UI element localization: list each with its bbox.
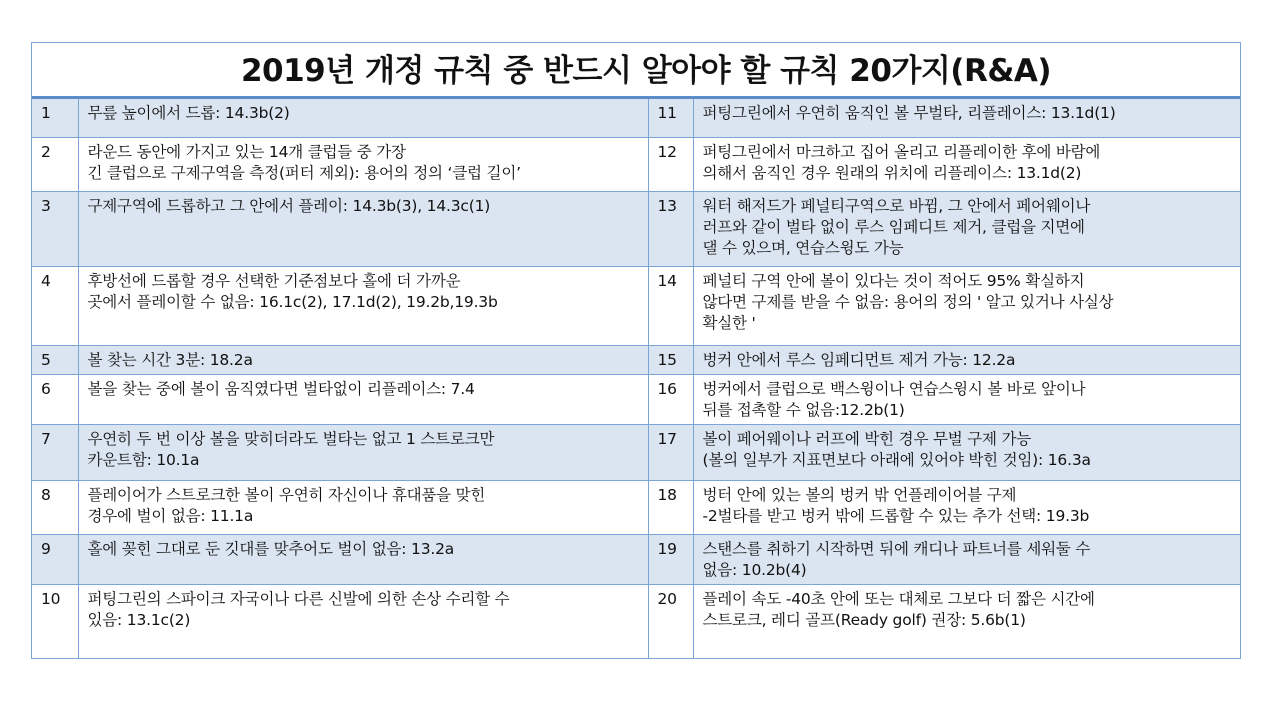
rule-number: 3 — [32, 191, 78, 266]
rule-number: 4 — [32, 266, 78, 345]
table-row — [32, 424, 1240, 480]
slide-frame — [31, 42, 1241, 659]
rule-text: 스탠스를 취하기 시작하면 뒤에 캐디나 파트너를 세워둘 수 없음: 10.2b(4) — [693, 534, 1240, 584]
rule-text: 후방선에 드롭할 경우 선택한 기준점보다 홀에 더 가까운 곳에서 플레이할 수 없음: 16.1c(2), 17.1d(2), 19.2b,19.3b — [78, 266, 648, 345]
rule-number: 7 — [32, 424, 78, 480]
rule-number: 11 — [648, 99, 693, 137]
table-row — [32, 480, 1240, 534]
rule-text: 벙커에서 클럽으로 백스윙이나 연습스윙시 볼 바로 앞이나 뒤를 접촉할 수 없음:12.2b(1) — [693, 374, 1240, 424]
rule-number: 10 — [32, 584, 78, 658]
rule-text: 플레이어가 스트로크한 볼이 우연히 자신이나 휴대품을 맞힌 경우에 벌이 없음: 11.1a — [78, 480, 648, 534]
rule-text: 우연히 두 번 이상 볼을 맞히더라도 벌타는 없고 1 스트로크만 카운트함: 10.1a — [78, 424, 648, 480]
rule-number: 6 — [32, 374, 78, 424]
rule-text: 퍼팅그린에서 마크하고 집어 올리고 리플레이한 후에 바람에 의해서 움직인 경우 원래의 위치에 리플레이스: 13.1d(2) — [693, 137, 1240, 191]
rule-number: 9 — [32, 534, 78, 584]
rule-number: 5 — [32, 345, 78, 374]
rule-number: 12 — [648, 137, 693, 191]
table-row — [32, 191, 1240, 266]
table-row — [32, 584, 1240, 658]
rule-text: 페널티 구역 안에 볼이 있다는 것이 적어도 95% 확실하지 않다면 구제를 받을 수 없음: 용어의 정의 ' 알고 있거나 사실상 확실한 ' — [693, 266, 1240, 345]
rule-text: 라운드 동안에 가지고 있는 14개 클럽들 중 가장 긴 클럽으로 구제구역을 측정(퍼터 제외): 용어의 정의 ‘클럽 길이’ — [78, 137, 648, 191]
rule-text: 볼 찾는 시간 3분: 18.2a — [78, 345, 648, 374]
slide-title: 2019년 개정 규칙 중 반드시 알아야 할 규칙 20가지(R&A) — [32, 43, 1240, 99]
rule-number: 20 — [648, 584, 693, 658]
rules-table — [32, 99, 1240, 659]
rule-number: 19 — [648, 534, 693, 584]
rule-text: 벙터 안에 있는 볼의 벙커 밖 언플레이어블 구제 -2벌타를 받고 벙커 밖에 드롭할 수 있는 추가 선택: 19.3b — [693, 480, 1240, 534]
rule-text: 무릎 높이에서 드롭: 14.3b(2) — [78, 99, 648, 137]
rule-text: 벙커 안에서 루스 임페디먼트 제거 가능: 12.2a — [693, 345, 1240, 374]
rule-number: 13 — [648, 191, 693, 266]
rule-text: 플레이 속도 -40초 안에 또는 대체로 그보다 더 짧은 시간에 스트로크, 레디 골프(Ready golf) 권장: 5.6b(1) — [693, 584, 1240, 658]
rule-text: 퍼팅그린에서 우연히 움직인 볼 무벌타, 리플레이스: 13.1d(1) — [693, 99, 1240, 137]
rule-number: 16 — [648, 374, 693, 424]
rule-text: 볼이 페어웨이나 러프에 박힌 경우 무벌 구제 가능 (볼의 일부가 지표면보다 아래에 있어야 박힌 것임): 16.3a — [693, 424, 1240, 480]
rule-number: 1 — [32, 99, 78, 137]
rule-number: 14 — [648, 266, 693, 345]
rule-number: 18 — [648, 480, 693, 534]
rule-text: 볼을 찾는 중에 볼이 움직였다면 벌타없이 리플레이스: 7.4 — [78, 374, 648, 424]
rule-number: 8 — [32, 480, 78, 534]
table-row — [32, 99, 1240, 137]
table-row — [32, 534, 1240, 584]
table-row — [32, 345, 1240, 374]
rule-text: 퍼팅그린의 스파이크 자국이나 다른 신발에 의한 손상 수리할 수 있음: 13.1c(2) — [78, 584, 648, 658]
table-row — [32, 374, 1240, 424]
table-row — [32, 266, 1240, 345]
rule-number: 15 — [648, 345, 693, 374]
rule-text: 홀에 꽂힌 그대로 둔 깃대를 맞추어도 벌이 없음: 13.2a — [78, 534, 648, 584]
rule-number: 2 — [32, 137, 78, 191]
table-row — [32, 137, 1240, 191]
rule-text: 워터 해저드가 페널티구역으로 바뀜, 그 안에서 페어웨이나 러프와 같이 벌타 없이 루스 임페디트 제거, 클럽을 지면에 댈 수 있으며, 연습스윙도 가능 — [693, 191, 1240, 266]
rule-text: 구제구역에 드롭하고 그 안에서 플레이: 14.3b(3), 14.3c(1) — [78, 191, 648, 266]
rule-number: 17 — [648, 424, 693, 480]
